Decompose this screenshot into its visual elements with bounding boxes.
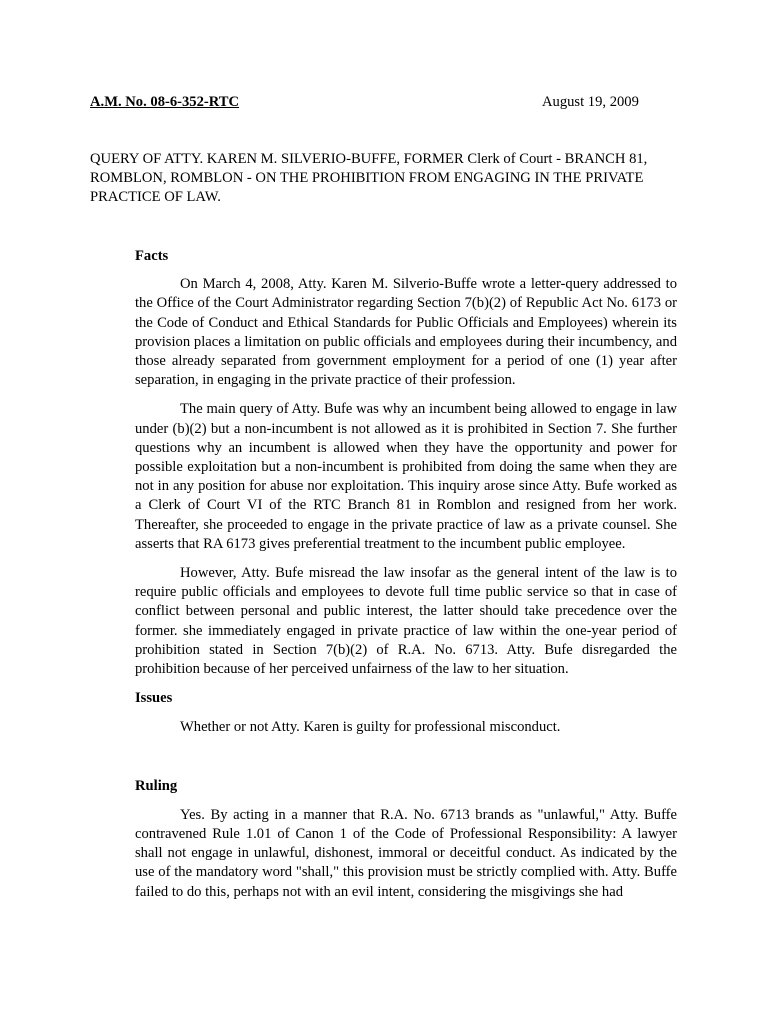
issues-paragraph: Whether or not Atty. Karen is guilty for professional misconduct. bbox=[180, 719, 561, 736]
document-body bbox=[135, 247, 677, 902]
case-number: A.M. No. 08-6-352-RTC bbox=[90, 94, 240, 110]
document-header bbox=[90, 93, 650, 113]
decision-date: August 19, 2009 bbox=[542, 94, 639, 110]
facts-paragraph: On March 4, 2008, Atty. Karen M. Silverio-Buffe wrote a letter-query addressed to the Office of the Court Administrator regarding Section 7(b)(2) of Republic Act No. 6173 or the Code of Conduct and Ethical Standards for Public Officials and Employees) wherein its provision places a limitation on public officials and employees during their incumbency, and those already separated from government employment for a period of one (1) year after separation, in engaging in the private practice of their profession. bbox=[135, 276, 677, 389]
issues-heading: Issues bbox=[135, 690, 173, 707]
facts-paragraph: However, Atty. Bufe misread the law insofar as the general intent of the law is to require public officials and employees to devote full time public service so that in case of conflict between personal and public interest, the latter should take precedence over the former. she immediately engaged in private practice of law within the one-year period of prohibition stated in Section 7(b)(2) of R.A. No. 6713. Atty. Bufe disregarded the prohibition because of her perceived unfairness of the law to her situation. bbox=[135, 565, 677, 678]
facts-paragraph: The main query of Atty. Bufe was why an incumbent being allowed to engage in law under (b)(2) but a non-incumbent is not allowed as it is prohibited in Section 7. She further questions why an incumbent is allowed when they have the opportunity and power for possible exploitation but a non-incumbent is prohibited from doing the same when they are not in any position for abuse nor exploitation. This inquiry arose since Atty. Bufe worked as a Clerk of Court VI of the RTC Branch 81 in Romblon and resigned from her work. Thereafter, she proceeded to engage in the private practice of law as a private counsel. She asserts that RA 6173 gives preferential treatment to the incumbent public employee. bbox=[135, 401, 677, 552]
ruling-paragraph: Yes. By acting in a manner that R.A. No. 6713 brands as "unlawful," Atty. Buffe contravened Rule 1.01 of Canon 1 of the Code of Professional Responsibility: A lawyer shall not engage in unlawful, dishonest, immoral or deceitful conduct. As indicated by the use of the mandatory word "shall," this provision must be strictly complied with. Atty. Buffe failed to do this, perhaps not with an evil intent, considering the misgivings she had bbox=[135, 806, 677, 900]
ruling-heading: Ruling bbox=[135, 777, 178, 794]
facts-heading: Facts bbox=[135, 248, 169, 264]
case-title: QUERY OF ATTY. KAREN M. SILVERIO-BUFFE, FORMER Clerk of Court - BRANCH 81, ROMBLON, ROMBLON - ON THE PROHIBITION FROM ENGAGING IN THE PRIVATE PRACTICE OF LAW. bbox=[90, 151, 648, 206]
